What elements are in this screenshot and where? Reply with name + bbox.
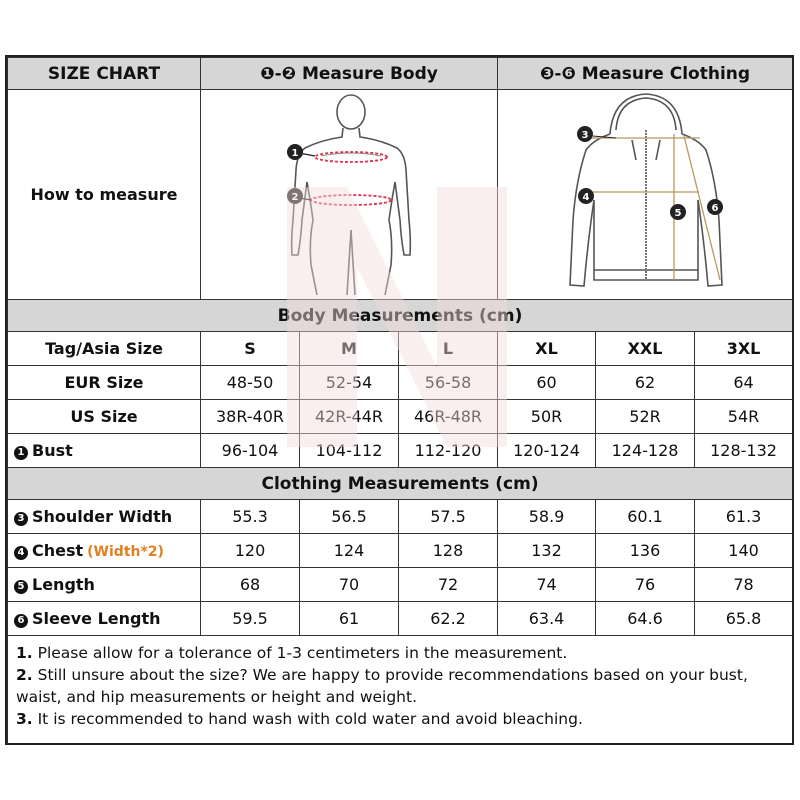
row-label	[8, 332, 201, 366]
note-text: It is recommended to hand wash with cold water and avoid bleaching.	[32, 710, 583, 728]
row-marker-icon: 3	[14, 512, 28, 526]
table-cell: 61.3	[695, 500, 793, 534]
row-label-text: US Size	[70, 407, 138, 426]
note-number: 2.	[16, 666, 33, 684]
table-cell: 63.4	[498, 602, 596, 636]
row-marker-icon: 4	[14, 546, 28, 560]
table-row	[8, 568, 793, 602]
table-cell: 46R-48R	[399, 400, 498, 434]
measure-body-header	[201, 58, 498, 90]
row-label-text: Tag/Asia Size	[45, 339, 163, 358]
table-row	[8, 332, 793, 366]
table-cell: 65.8	[695, 602, 793, 636]
table-cell: 96-104	[201, 434, 300, 468]
clothing-marker-4-label: 4	[582, 192, 590, 203]
table-cell: 50R	[498, 400, 596, 434]
table-row	[8, 434, 793, 468]
note-number: 1.	[16, 644, 33, 662]
notes-row	[8, 636, 793, 746]
row-label	[8, 400, 201, 434]
note-item	[16, 642, 784, 664]
jacket-illustration-cell	[498, 90, 793, 300]
note-number: 3.	[16, 710, 33, 728]
table-cell: XL	[498, 332, 596, 366]
row-label	[8, 602, 201, 636]
table-cell: 120	[201, 534, 300, 568]
measure-body-label: Measure Body	[301, 63, 438, 84]
table-cell: 62	[596, 366, 695, 400]
how-to-measure-row	[8, 90, 793, 300]
table-cell: 60	[498, 366, 596, 400]
table-cell: XXL	[596, 332, 695, 366]
table-cell: 76	[596, 568, 695, 602]
table-cell: 70	[300, 568, 399, 602]
table-row	[8, 500, 793, 534]
table-cell: L	[399, 332, 498, 366]
body-illustration-cell	[201, 90, 498, 300]
table-cell: 74	[498, 568, 596, 602]
row-label-text: EUR Size	[64, 373, 144, 392]
row-label-note: (Width*2)	[87, 544, 164, 560]
table-row	[8, 366, 793, 400]
table-cell: 58.9	[498, 500, 596, 534]
row-label	[8, 500, 201, 534]
body-marker-1-label: 1	[291, 148, 299, 159]
body-section-header-row	[8, 300, 793, 332]
table-cell: 136	[596, 534, 695, 568]
table-cell: 124-128	[596, 434, 695, 468]
note-text: Please allow for a tolerance of 1-3 centimeters in the measurement.	[32, 644, 568, 662]
body-section-title: Body Measurements (cm)	[8, 300, 793, 332]
table-cell: 52R	[596, 400, 695, 434]
table-cell: 42R-44R	[300, 400, 399, 434]
measure-clothing-header	[498, 58, 793, 90]
table-row	[8, 400, 793, 434]
row-label-text: Bust	[32, 441, 73, 460]
table-cell: M	[300, 332, 399, 366]
row-label	[8, 568, 201, 602]
clothing-section-header-row	[8, 468, 793, 500]
row-label-text: Chest	[32, 541, 84, 560]
table-cell: 3XL	[695, 332, 793, 366]
row-marker-icon: 1	[14, 446, 28, 460]
table-cell: 78	[695, 568, 793, 602]
clothing-rows	[8, 500, 793, 636]
row-label	[8, 366, 201, 400]
table-cell: S	[201, 332, 300, 366]
size-chart-table	[7, 57, 793, 745]
row-marker-icon: 6	[14, 614, 28, 628]
table-cell: 64.6	[596, 602, 695, 636]
table-cell: 56-58	[399, 366, 498, 400]
clothing-section-title: Clothing Measurements (cm)	[8, 468, 793, 500]
chart-header-row	[8, 58, 793, 90]
table-cell: 38R-40R	[201, 400, 300, 434]
row-label	[8, 534, 201, 568]
measure-clothing-label: Measure Clothing	[581, 63, 751, 84]
measure-body-prefix: ❶-❷	[260, 63, 297, 84]
note-text: Still unsure about the size? We are happy to provide recommendations based on your bust, waist, and hip measurements or height and weight.	[16, 666, 748, 706]
size-chart-title: SIZE CHART	[8, 58, 201, 90]
measure-clothing-prefix: ❸-❻	[540, 63, 576, 84]
how-to-measure-label: How to measure	[8, 90, 201, 300]
body-marker-2-label: 2	[291, 192, 299, 203]
row-marker-icon: 5	[14, 580, 28, 594]
table-row	[8, 602, 793, 636]
row-label-text: Length	[32, 575, 95, 594]
table-cell: 56.5	[300, 500, 399, 534]
table-cell: 59.5	[201, 602, 300, 636]
table-cell: 120-124	[498, 434, 596, 468]
table-cell: 140	[695, 534, 793, 568]
note-item	[16, 664, 784, 708]
table-cell: 128	[399, 534, 498, 568]
table-cell: 112-120	[399, 434, 498, 468]
table-cell: 55.3	[201, 500, 300, 534]
table-cell: 61	[300, 602, 399, 636]
body-figure-illustration	[201, 90, 498, 295]
row-label-text: Shoulder Width	[32, 507, 173, 526]
table-cell: 48-50	[201, 366, 300, 400]
table-cell: 62.2	[399, 602, 498, 636]
table-cell: 128-132	[695, 434, 793, 468]
table-cell: 54R	[695, 400, 793, 434]
note-item	[16, 708, 784, 730]
table-cell: 124	[300, 534, 399, 568]
notes-cell	[8, 636, 793, 746]
table-cell: 57.5	[399, 500, 498, 534]
table-cell: 60.1	[596, 500, 695, 534]
clothing-marker-6-label: 6	[711, 203, 719, 214]
notes-list	[16, 642, 784, 730]
table-cell: 104-112	[300, 434, 399, 468]
table-cell: 68	[201, 568, 300, 602]
row-label-text: Sleeve Length	[32, 609, 161, 628]
table-cell: 72	[399, 568, 498, 602]
clothing-marker-3-label: 3	[581, 130, 589, 141]
table-cell: 52-54	[300, 366, 399, 400]
size-chart	[5, 55, 794, 745]
table-cell: 64	[695, 366, 793, 400]
table-row	[8, 534, 793, 568]
row-label	[8, 434, 201, 468]
size-rows	[8, 332, 793, 468]
clothing-marker-5-label: 5	[674, 208, 682, 219]
table-cell: 132	[498, 534, 596, 568]
hoodie-illustration	[498, 90, 793, 295]
